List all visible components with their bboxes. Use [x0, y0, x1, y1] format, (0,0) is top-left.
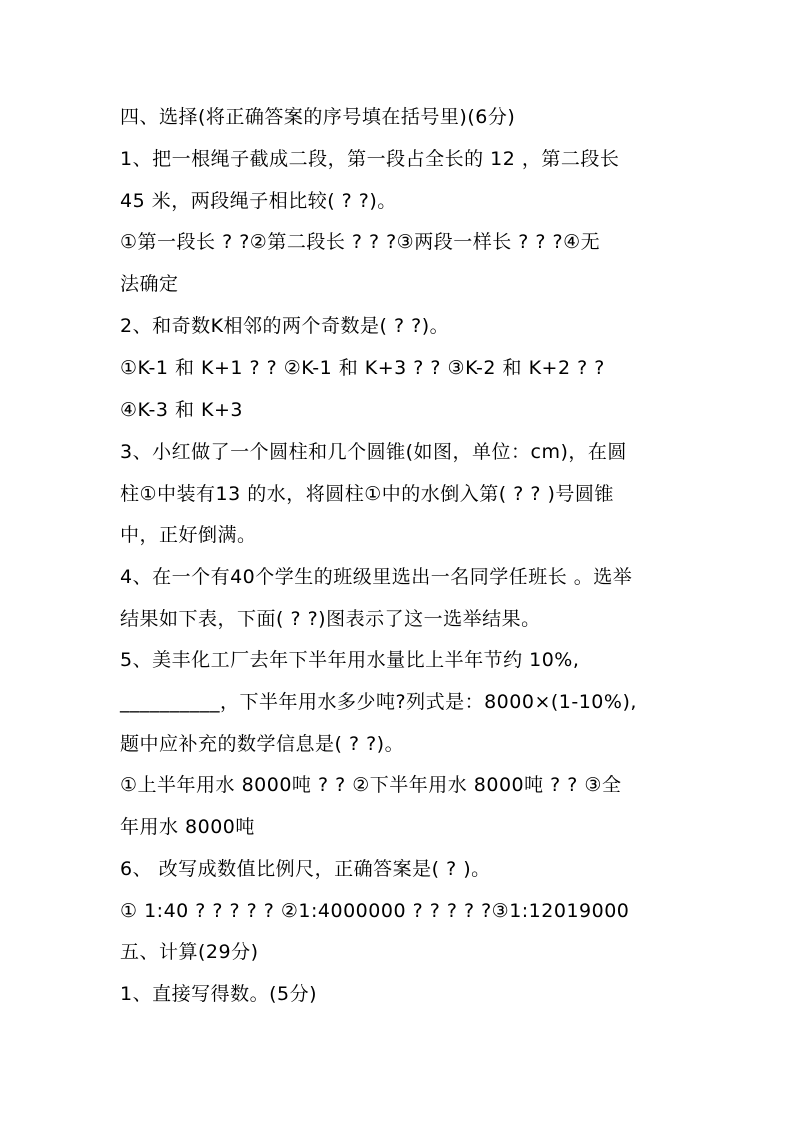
- question-5-line-2: __________，下半年用水多少吨?列式是：8000×(1-10%),: [120, 691, 637, 713]
- question-5-options-line-2: 年用水 8000吨: [120, 816, 255, 838]
- question-5-options-line-1: ①上半年用水 8000吨 ? ? ②下半年用水 8000吨 ? ? ③全: [120, 774, 622, 796]
- question-2-text: 2、和奇数K相邻的两个奇数是( ? ?)。: [120, 315, 450, 337]
- question-6-options: ① 1:40 ? ? ? ? ? ②1:4000000 ? ? ? ? ?③1:12019000: [120, 900, 630, 922]
- question-1-options-line-1: ①第一段长 ? ?②第二段长 ? ? ?③两段一样长 ? ? ?④无: [120, 231, 601, 253]
- question-5-line-3: 题中应补充的数学信息是( ? ?)。: [120, 733, 405, 755]
- question-6-text: 6、 改写成数值比例尺，正确答案是( ? )。: [120, 858, 491, 880]
- question-1-options-line-2: 法确定: [120, 273, 179, 295]
- section-heading-calc: 五、计算(29分): [120, 941, 259, 963]
- question-3-line-3: 中，正好倒满。: [120, 524, 257, 546]
- question-3-line-1: 3、小红做了一个圆柱和几个圆锥(如图，单位：cm)，在圆: [120, 441, 627, 463]
- question-4-line-2: 结果如下表，下面( ? ?)图表示了这一选举结果。: [120, 608, 541, 630]
- calc-question-1: 1、直接写得数。(5分): [120, 983, 318, 1005]
- question-4-line-1: 4、在一个有40个学生的班级里选出一名同学任班长 。选举: [120, 566, 633, 588]
- question-2-options-line-2: ④K-3 和 K+3: [120, 399, 243, 421]
- question-1-line-1: 1、把一根绳子截成二段，第一段占全长的 12 ，第二段长: [120, 148, 620, 170]
- section-heading-choice: 四、选择(将正确答案的序号填在括号里)(6分): [120, 106, 516, 128]
- question-2-options-line-1: ①K-1 和 K+1 ? ? ②K-1 和 K+3 ? ? ③K-2 和 K+2 ? ?: [120, 357, 605, 379]
- question-3-line-2: 柱①中装有13 的水，将圆柱①中的水倒入第( ? ? )号圆锥: [120, 483, 614, 505]
- question-1-line-2: 45 米，两段绳子相比较( ? ?)。: [120, 190, 397, 212]
- question-5-line-1: 5、美丰化工厂去年下半年用水量比上半年节约 10%,: [120, 649, 580, 671]
